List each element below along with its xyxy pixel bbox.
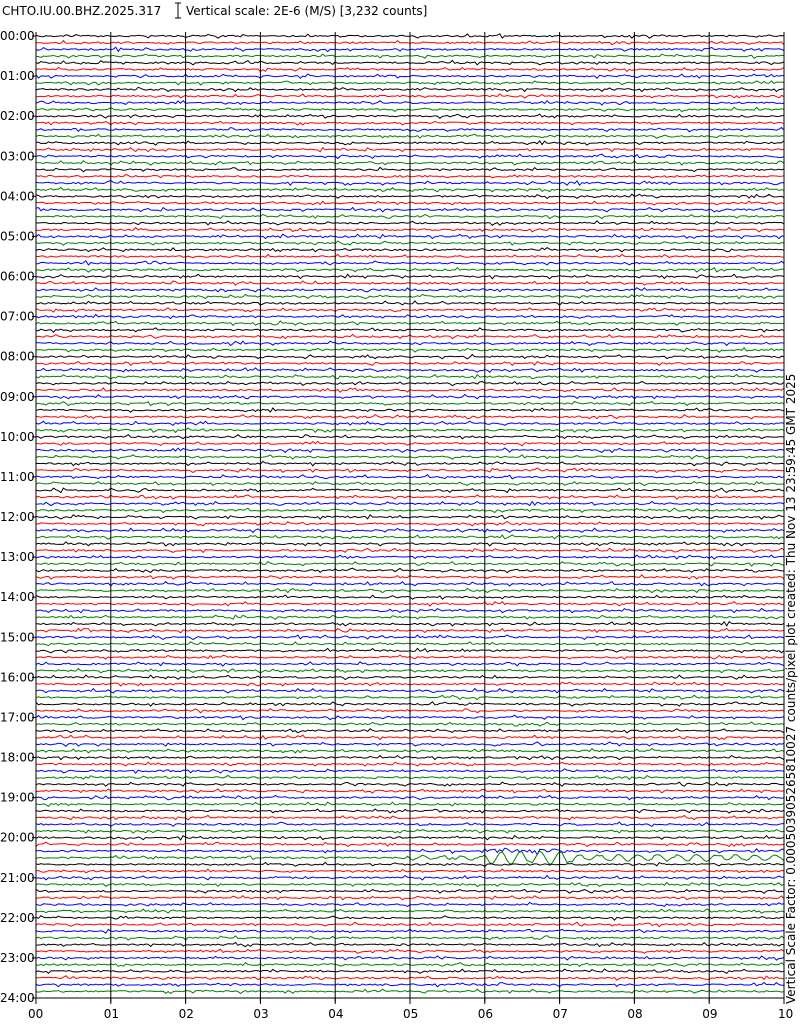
hour-label-0400: 04:00: [0, 189, 35, 204]
hour-label-2100: 21:00: [0, 870, 35, 885]
hour-label-1600: 16:00: [0, 670, 35, 685]
x-tick-label-04: 04: [328, 1007, 344, 1021]
vertical-scale-label: Vertical scale: 2E-6 (M/S) [3,232 counts]: [186, 4, 428, 18]
x-tick-label-01: 01: [103, 1007, 120, 1021]
x-tick-label-02: 02: [178, 1007, 194, 1021]
x-tick-label-00: 00: [28, 1007, 44, 1021]
hour-label-0100: 01:00: [0, 69, 35, 84]
scale-bar-icon: [175, 3, 181, 18]
hour-label-1000: 10:00: [0, 429, 35, 444]
x-tick-label-08: 08: [627, 1007, 643, 1021]
hour-labels: [0, 29, 36, 1005]
x-tick-label-07: 07: [552, 1007, 568, 1021]
x-tick-labels: [28, 998, 793, 1021]
hour-label-1800: 18:00: [0, 750, 35, 765]
hour-label-0600: 06:00: [0, 269, 35, 284]
x-tick-label-06: 06: [477, 1007, 494, 1021]
x-tick-label-05: 05: [403, 1007, 419, 1021]
hour-label-2400: 24:00: [0, 991, 35, 1005]
hour-label-1400: 14:00: [0, 590, 35, 605]
hour-label-1300: 13:00: [0, 550, 35, 565]
hour-label-1200: 12:00: [0, 510, 35, 524]
hour-label-0000: 00:00: [0, 29, 35, 43]
hour-label-1500: 15:00: [0, 630, 35, 645]
hour-label-2200: 22:00: [0, 910, 35, 925]
x-tick-label-03: 03: [253, 1007, 269, 1021]
x-tick-label-10: 10: [778, 1007, 794, 1021]
hour-label-1700: 17:00: [0, 710, 35, 725]
x-tick-label-09: 09: [702, 1007, 718, 1021]
hour-label-0800: 08:00: [0, 349, 35, 364]
hour-label-1900: 19:00: [0, 790, 35, 805]
station-id: CHTO.IU.00.BHZ.2025.317: [2, 4, 162, 18]
hour-label-0300: 03:00: [0, 149, 35, 164]
hour-label-0200: 02:00: [0, 109, 35, 124]
hour-label-0700: 07:00: [0, 309, 35, 324]
hour-label-2000: 20:00: [0, 830, 35, 845]
hour-label-0900: 09:00: [0, 389, 35, 404]
scale-factor-caption: Vertical Scale Factor: 0.000503905265810027 counts/pixel plot created: Thu Nov 13 23:59:45 GMT 2025: [784, 373, 798, 1004]
hour-label-1100: 11:00: [0, 469, 35, 484]
hour-label-2300: 23:00: [0, 950, 35, 965]
hour-label-0500: 05:00: [0, 229, 35, 244]
